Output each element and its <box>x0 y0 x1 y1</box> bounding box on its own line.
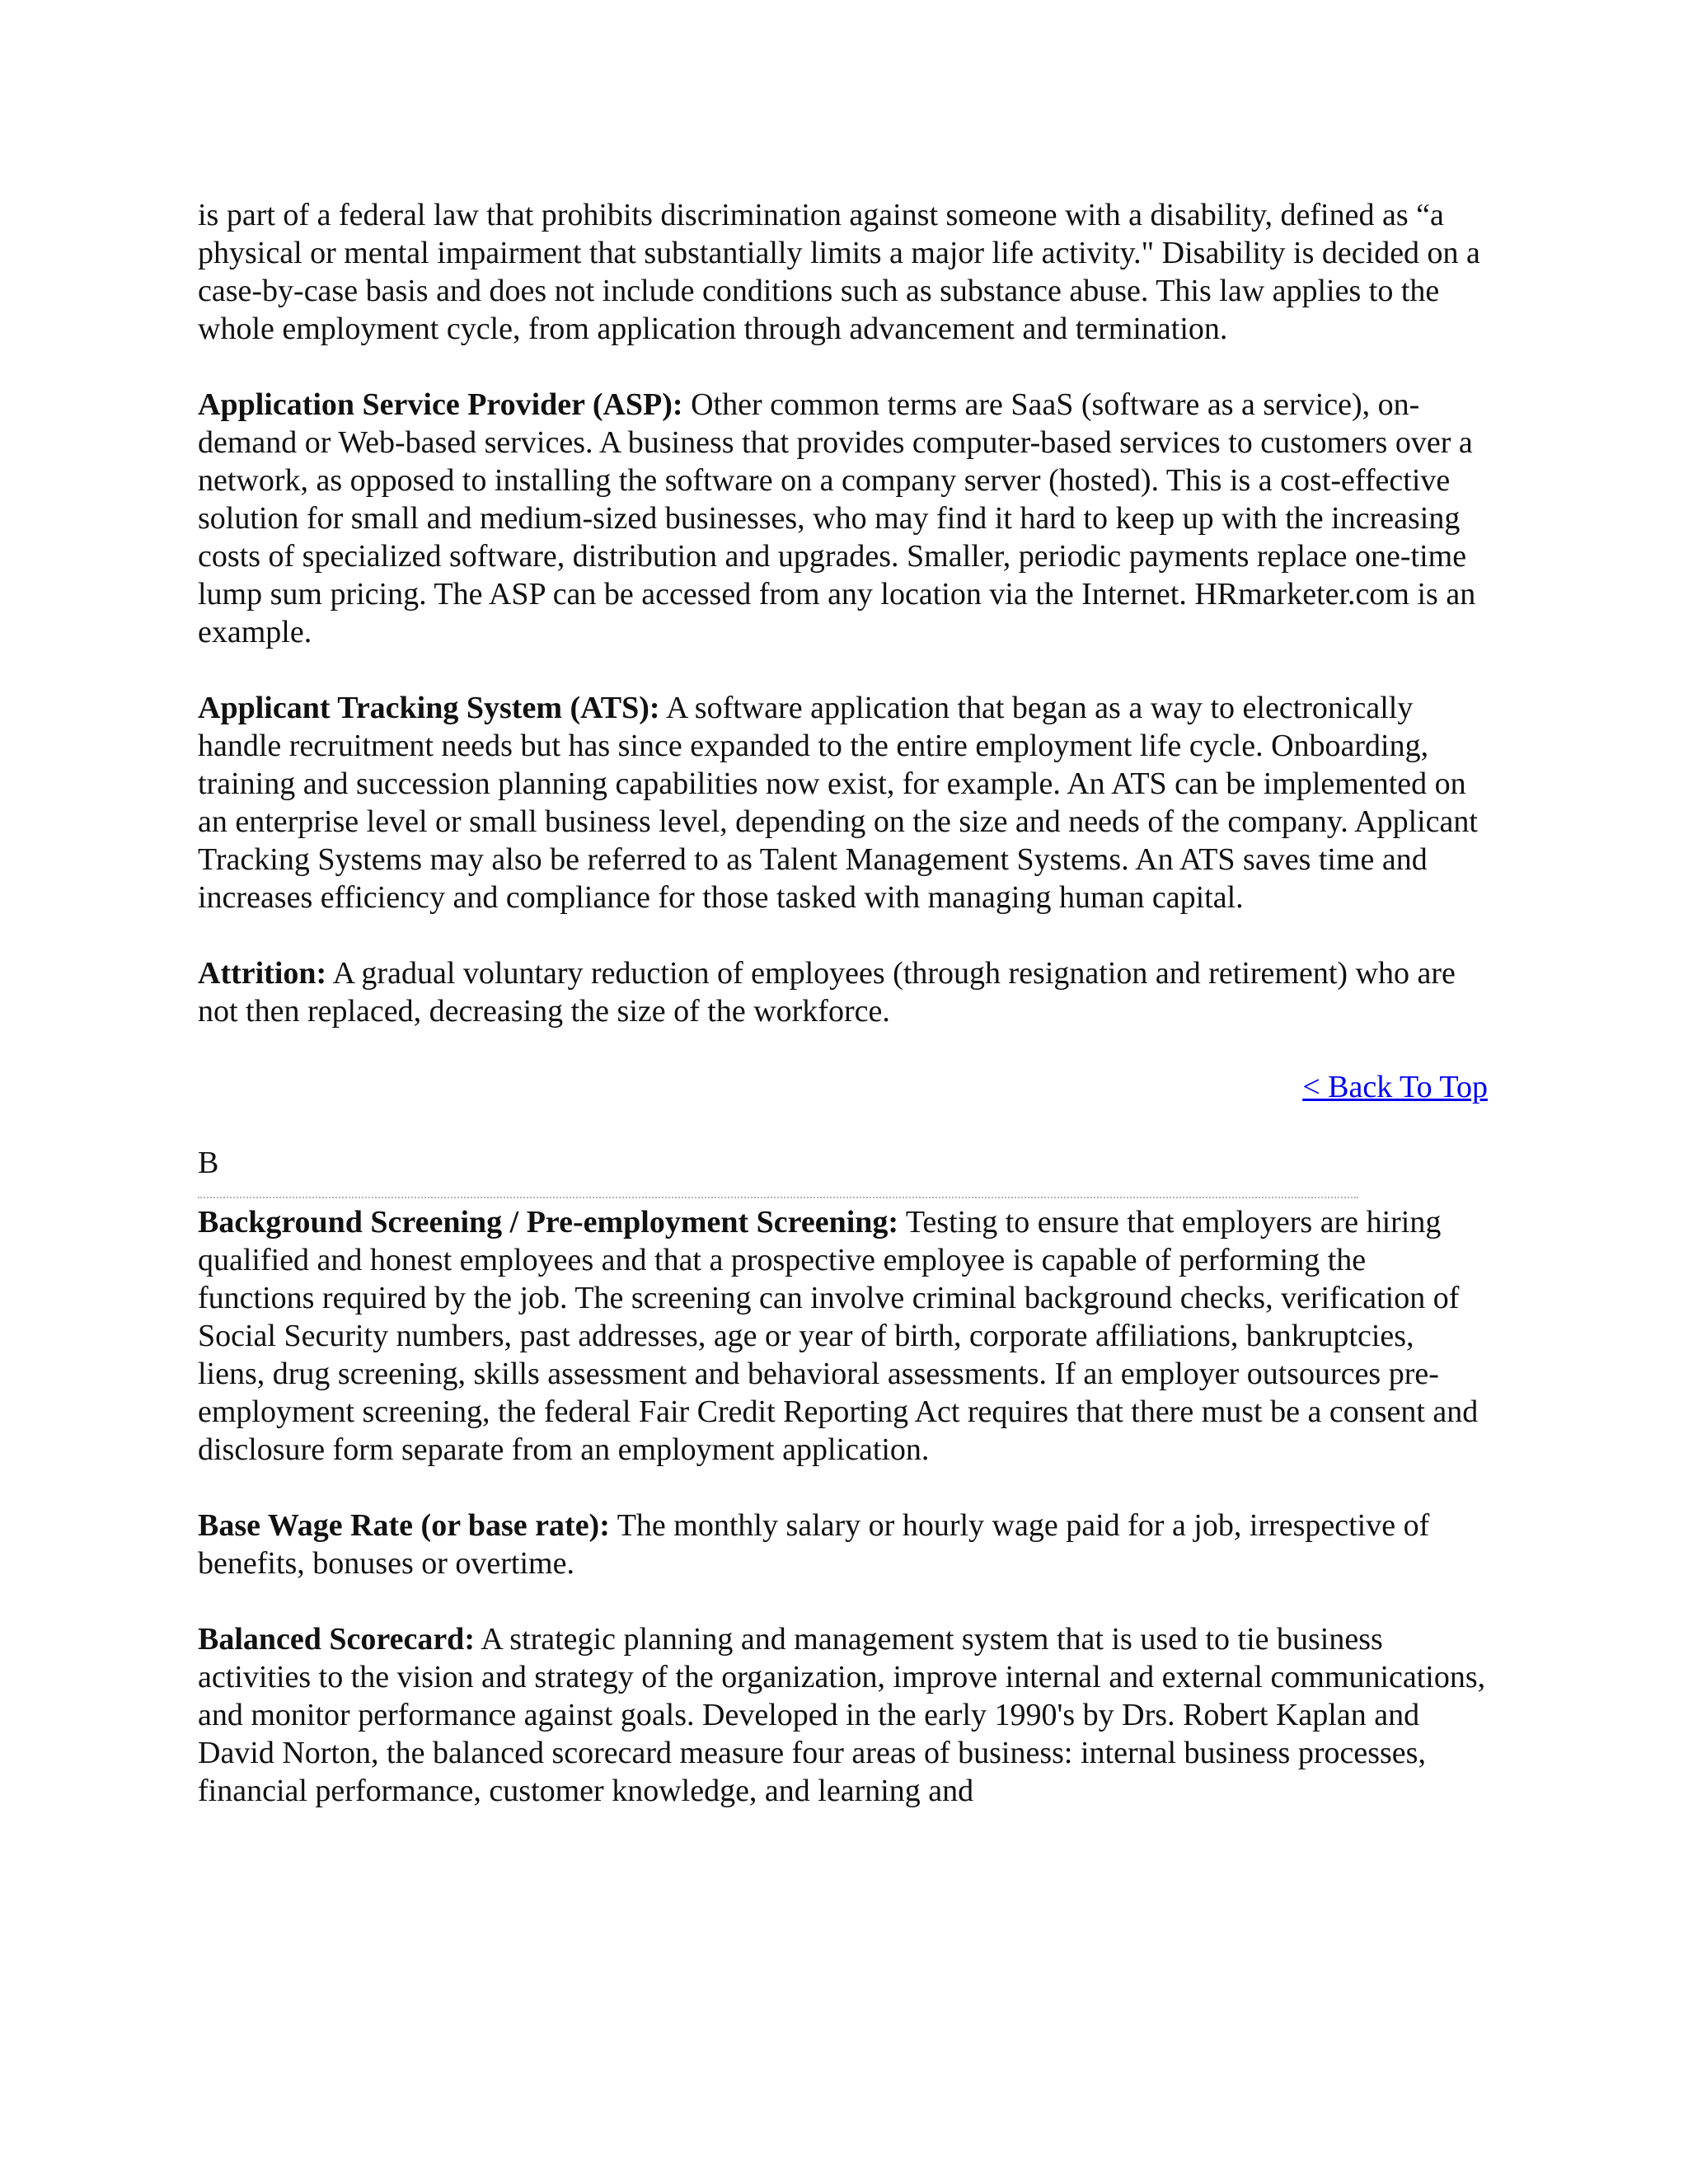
entry-definition: A software application that began as a way to electronically handle recruitment needs but has since expanded to the entire employment life cycle. Onboarding, training and succession planning capabilities now exist, for example. An ATS can be implemented on an enterprise level or small business level, depending on the size and needs of the company. Applicant Tracking Systems may also be referred to as Talent Management Systems. An ATS saves time and increases efficiency and compliance for those tasked with managing human capital. <box>198 691 1478 915</box>
entry-term: Background Screening / Pre-employment Screening: <box>198 1205 899 1240</box>
glossary-entry-asp <box>198 386 1488 651</box>
back-to-top-row <box>198 1068 1488 1106</box>
section-letter-heading: B <box>198 1146 219 1180</box>
entry-definition: Testing to ensure that employers are hiring qualified and honest employees and that a prospective employee is capable of performing the functions required by the job. The screening can involve criminal background checks, verification of Social Security numbers, past addresses, age or year of birth, corporate affiliations, bankruptcies, liens, drug screening, skills assessment and behavioral assessments. If an employer outsources pre-employment screening, the federal Fair Credit Reporting Act requires that there must be a consent and disclosure form separate from an employment application. <box>198 1205 1479 1467</box>
entry-definition: A gradual voluntary reduction of employees (through resignation and retirement) who are not then replaced, decreasing the size of the workforce. <box>198 956 1456 1029</box>
entry-term: Attrition: <box>198 956 327 991</box>
entry-term: Application Service Provider (ASP): <box>198 387 683 422</box>
section-divider <box>198 1197 1358 1198</box>
entry-definition: Other common terms are SaaS (software as a service), on-demand or Web-based services. A business that provides computer-based services to customers over a network, as opposed to installing the software on a company server (hosted). This is a cost-effective solution for small and medium-sized businesses, who may find it hard to keep up with the increasing costs of specialized software, distribution and upgrades. Smaller, periodic payments replace one-time lump sum pricing. The ASP can be accessed from any location via the Internet. HRmarketer.com is an example. <box>198 387 1476 649</box>
glossary-entry-base-wage-rate <box>198 1507 1488 1582</box>
entry-definition: A strategic planning and management system that is used to tie business activities to the vision and strategy of the organization, improve internal and external communications, and monitor performance against goals. Developed in the early 1990's by Drs. Robert Kaplan and David Norton, the balanced scorecard measure four areas of business: internal business processes, financial performance, customer knowledge, and learning and <box>198 1622 1486 1808</box>
glossary-entry-background-screening <box>198 1203 1488 1469</box>
entry-term: Applicant Tracking System (ATS): <box>198 691 660 725</box>
entry-term: Base Wage Rate (or base rate): <box>198 1508 610 1543</box>
entry-term: Balanced Scorecard: <box>198 1622 475 1657</box>
glossary-entry-balanced-scorecard <box>198 1620 1488 1810</box>
intro-paragraph: is part of a federal law that prohibits discrimination against someone with a disability, defined as “a physical or mental impairment that substantially limits a major life activity." Disability is decided on a case-by-case basis and does not include conditions such as substance abuse. This law applies to the whole employment cycle, from application through advancement and termination. <box>198 198 1480 346</box>
glossary-entry-ats <box>198 689 1488 916</box>
glossary-entry-attrition <box>198 954 1488 1030</box>
back-to-top-link[interactable]: < Back To Top <box>1302 1070 1488 1104</box>
glossary-page <box>198 196 1488 1810</box>
entry-definition: The monthly salary or hourly wage paid for a job, irrespective of benefits, bonuses or overtime. <box>198 1508 1430 1581</box>
